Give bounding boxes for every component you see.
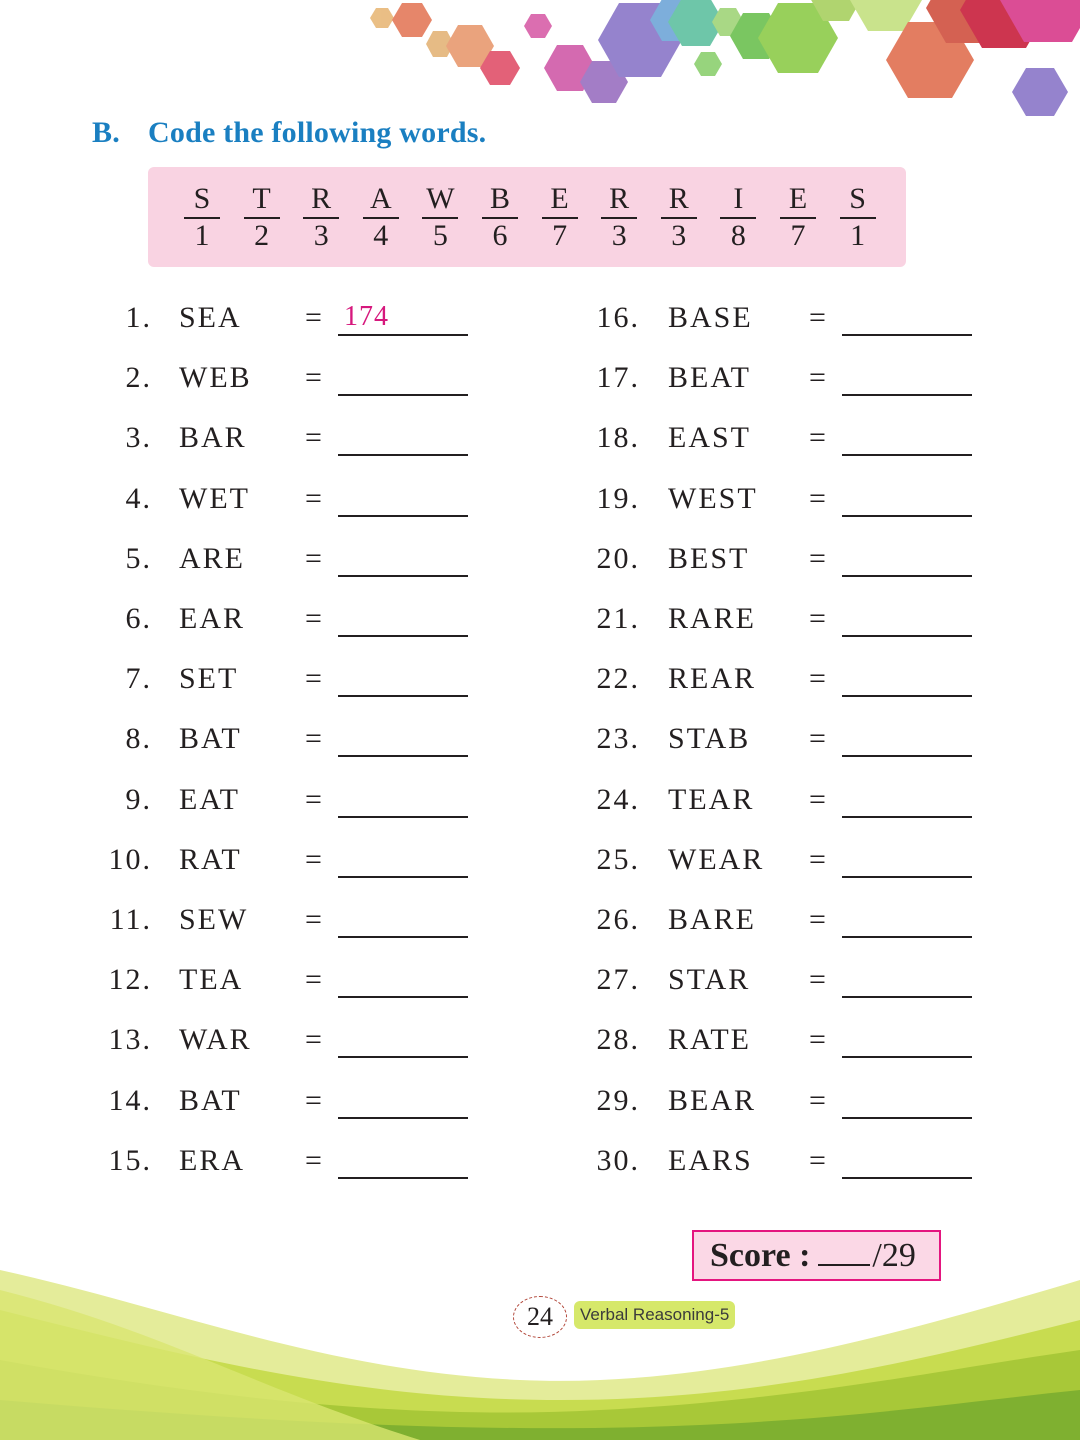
equals-sign: = — [809, 541, 828, 575]
code-letter: W — [426, 182, 455, 215]
equals-sign: = — [809, 1083, 828, 1117]
equals-sign: = — [809, 301, 828, 334]
question-word: BEAR — [668, 1083, 757, 1117]
question-row — [0, 358, 1080, 398]
question-number: 26. — [596, 903, 640, 936]
equals-sign: = — [305, 842, 324, 876]
question-word: RAT — [179, 842, 242, 876]
score-blank[interactable] — [818, 1234, 870, 1266]
question-number: 27. — [596, 963, 640, 997]
question-number: 15. — [108, 1143, 152, 1177]
question-word: EAST — [668, 421, 751, 455]
question-row — [0, 960, 1080, 1000]
code-number: 7 — [790, 219, 806, 252]
question-number: 10. — [108, 842, 152, 876]
answer-blank[interactable] — [842, 659, 972, 697]
question-number: 1. — [125, 301, 152, 334]
code-letter: S — [193, 182, 211, 215]
code-letter: R — [609, 182, 630, 215]
question-number: 14. — [108, 1083, 152, 1117]
question-number: 4. — [125, 481, 152, 515]
question-word: WAR — [179, 1023, 252, 1057]
question-word: REAR — [668, 662, 757, 696]
code-number: 1 — [194, 219, 210, 252]
code-number: 5 — [432, 219, 448, 252]
question-word: BARE — [668, 903, 757, 936]
code-number: 6 — [492, 219, 508, 252]
question-word: RARE — [668, 602, 757, 635]
question-word: BAT — [179, 722, 242, 756]
code-pair — [182, 183, 222, 252]
question-number: 18. — [596, 421, 640, 455]
code-pair — [420, 183, 460, 252]
code-pair — [718, 183, 758, 252]
section-title-text: Code the following words. — [148, 116, 487, 149]
equals-sign: = — [809, 1023, 828, 1057]
question-row — [0, 840, 1080, 880]
question-word: EAR — [179, 602, 245, 635]
equals-sign: = — [305, 602, 324, 635]
question-word: TEA — [179, 963, 244, 997]
equals-sign: = — [809, 782, 828, 816]
question-row — [0, 719, 1080, 759]
question-row — [0, 298, 1080, 338]
question-number: 22. — [596, 662, 640, 696]
answer-blank[interactable] — [842, 960, 972, 998]
question-row — [0, 539, 1080, 579]
question-row — [0, 900, 1080, 940]
equals-sign: = — [809, 842, 828, 876]
answer-blank[interactable]: 174 — [338, 298, 468, 336]
question-number: 6. — [125, 602, 152, 635]
hexagon-decoration — [0, 0, 1080, 130]
question-word: TEAR — [668, 782, 755, 816]
question-word: SEA — [179, 301, 242, 334]
equals-sign: = — [305, 541, 324, 575]
answer-blank[interactable] — [842, 719, 972, 757]
section-heading — [92, 116, 486, 150]
code-number: 1 — [850, 219, 866, 252]
answer-blank[interactable] — [842, 840, 972, 878]
code-letter: R — [311, 182, 332, 215]
question-row — [0, 479, 1080, 519]
equals-sign: = — [809, 481, 828, 515]
equals-sign: = — [809, 662, 828, 696]
question-word: WEST — [668, 481, 758, 515]
question-word: BEST — [668, 541, 750, 575]
equals-sign: = — [305, 782, 324, 816]
question-number: 23. — [596, 722, 640, 756]
code-letter: T — [252, 182, 271, 215]
equals-sign: = — [305, 1083, 324, 1117]
question-number: 8. — [125, 722, 152, 756]
score-total: /29 — [872, 1237, 916, 1274]
question-row — [0, 1141, 1080, 1181]
question-number: 29. — [596, 1083, 640, 1117]
equals-sign: = — [809, 903, 828, 936]
equals-sign: = — [305, 722, 324, 756]
question-number: 25. — [596, 842, 640, 876]
code-key-box — [148, 167, 906, 267]
code-pair — [480, 183, 520, 252]
question-word: WEAR — [668, 842, 765, 876]
code-number: 7 — [552, 219, 568, 252]
book-title-label: Verbal Reasoning-5 — [574, 1301, 735, 1329]
answer-blank[interactable] — [842, 298, 972, 336]
question-word: WEB — [179, 361, 252, 395]
question-number: 20. — [596, 541, 640, 575]
question-number: 28. — [596, 1023, 640, 1057]
answer-blank[interactable] — [842, 539, 972, 577]
code-number: 3 — [611, 219, 627, 252]
question-number: 11. — [109, 903, 152, 936]
equals-sign: = — [809, 1143, 828, 1177]
question-word: ARE — [179, 541, 245, 575]
code-letter: B — [489, 182, 510, 215]
code-letter: A — [369, 182, 392, 215]
question-number: 12. — [108, 963, 152, 997]
question-row — [0, 780, 1080, 820]
code-number: 3 — [313, 219, 329, 252]
equals-sign: = — [305, 481, 324, 515]
question-word: BAR — [179, 421, 247, 455]
section-letter: B. — [92, 116, 120, 149]
question-number: 21. — [596, 602, 640, 635]
question-word: EARS — [668, 1143, 753, 1177]
code-pair — [778, 183, 818, 252]
question-row — [0, 599, 1080, 639]
question-number: 3. — [125, 421, 152, 455]
code-pair — [301, 183, 341, 252]
equals-sign: = — [809, 421, 828, 455]
code-letter: I — [733, 182, 744, 215]
question-number: 9. — [125, 782, 152, 816]
answer-blank[interactable] — [842, 599, 972, 637]
answer-blank[interactable] — [842, 358, 972, 396]
score-box — [692, 1230, 941, 1281]
answer-blank[interactable] — [842, 418, 972, 456]
question-number: 19. — [596, 481, 640, 515]
question-word: ERA — [179, 1143, 245, 1177]
code-number: 4 — [373, 219, 389, 252]
code-pair — [361, 183, 401, 252]
equals-sign: = — [809, 963, 828, 997]
code-number: 2 — [254, 219, 270, 252]
question-word: EAT — [179, 782, 240, 816]
answer-blank[interactable] — [842, 780, 972, 818]
equals-sign: = — [809, 722, 828, 756]
question-number: 24. — [596, 782, 640, 816]
code-pair — [242, 183, 282, 252]
equals-sign: = — [809, 602, 828, 635]
code-pair — [599, 183, 639, 252]
code-number: 3 — [671, 219, 687, 252]
question-row — [0, 418, 1080, 458]
code-letter: E — [550, 182, 569, 215]
equals-sign: = — [809, 361, 828, 395]
question-number: 5. — [125, 541, 152, 575]
answer-blank[interactable] — [842, 479, 972, 517]
question-word: BEAT — [668, 361, 751, 395]
answer-blank[interactable] — [842, 900, 972, 938]
question-number: 2. — [125, 361, 152, 395]
code-pair — [659, 183, 699, 252]
question-word: SET — [179, 662, 239, 696]
equals-sign: = — [305, 963, 324, 997]
question-number: 17. — [596, 361, 640, 395]
question-word: RATE — [668, 1023, 751, 1057]
question-word: SEW — [179, 903, 249, 936]
question-number: 16. — [596, 301, 640, 334]
question-word: BASE — [668, 301, 753, 334]
code-letter: R — [668, 182, 689, 215]
answer-blank[interactable] — [842, 1081, 972, 1119]
code-pair — [838, 183, 878, 252]
question-row — [0, 659, 1080, 699]
equals-sign: = — [305, 1023, 324, 1057]
code-number: 8 — [730, 219, 746, 252]
question-row — [0, 1020, 1080, 1060]
equals-sign: = — [305, 1143, 324, 1177]
equals-sign: = — [305, 301, 324, 334]
code-letter: E — [788, 182, 808, 215]
question-word: STAR — [668, 963, 751, 997]
equals-sign: = — [305, 361, 324, 395]
code-letter: S — [849, 182, 866, 215]
code-pair — [540, 183, 580, 252]
answer-blank[interactable] — [842, 1141, 972, 1179]
question-number: 13. — [108, 1023, 152, 1057]
equals-sign: = — [305, 662, 324, 696]
equals-sign: = — [305, 421, 324, 455]
page-number: 24 — [513, 1296, 567, 1338]
question-word: WET — [179, 481, 250, 515]
question-number: 30. — [596, 1143, 640, 1177]
question-word: BAT — [179, 1083, 242, 1117]
equals-sign: = — [305, 903, 324, 936]
answer-blank[interactable] — [842, 1020, 972, 1058]
question-word: STAB — [668, 722, 751, 756]
question-row — [0, 1081, 1080, 1121]
score-label: Score : — [710, 1237, 811, 1274]
question-number: 7. — [125, 662, 152, 696]
